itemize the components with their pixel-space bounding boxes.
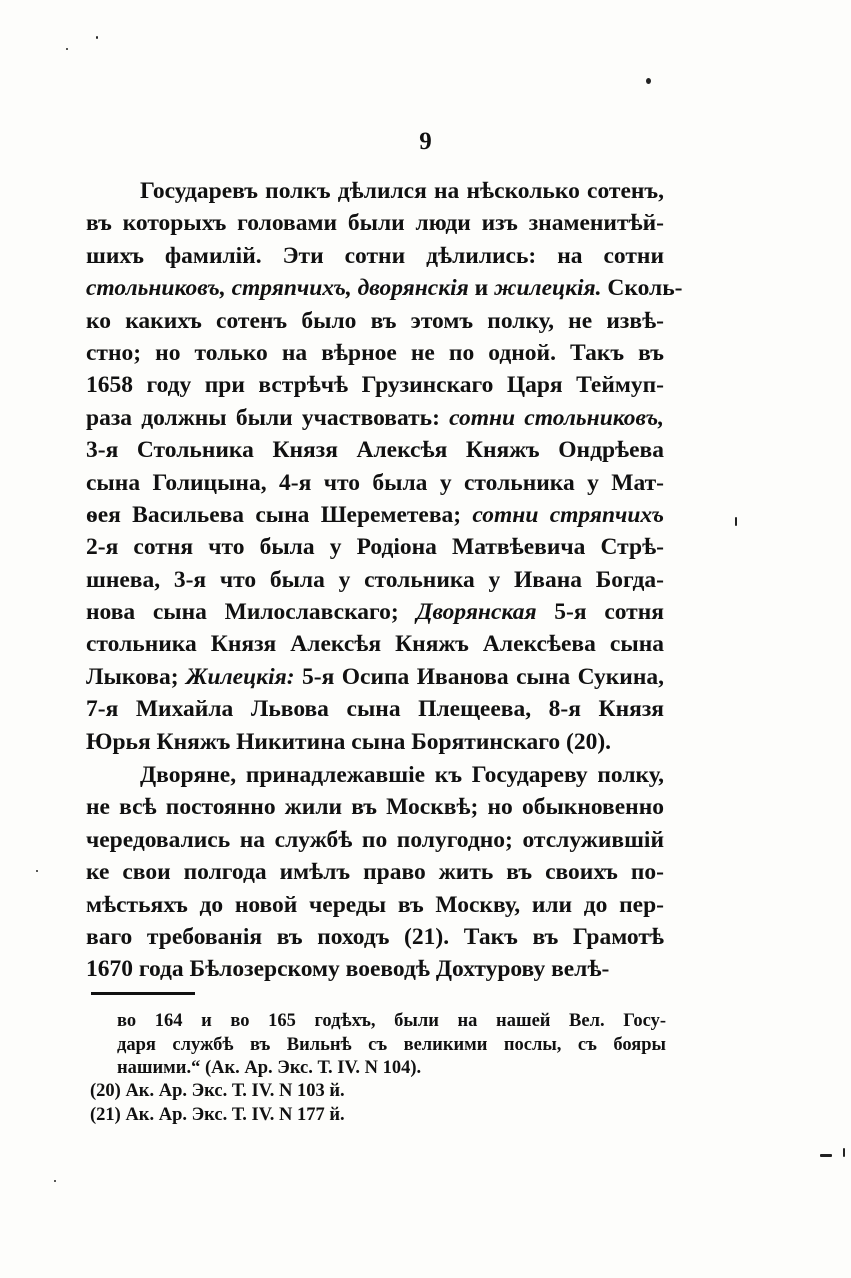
text-line (86, 759, 664, 791)
italic-text-run: жилецкія. (494, 275, 602, 302)
text-run: ко какихъ сотенъ было въ этомъ полку, не извѣ- (86, 307, 664, 334)
text-run: стольника Князя Алексѣя Княжъ Алексѣева сына (86, 631, 664, 658)
text-run: Дворяне, принадлежавшіе къ Государеву полку, (140, 762, 664, 788)
text-run: сына Голицына, 4-я что была у стольника у Мат- (86, 469, 664, 496)
text-run: нова сына Милославскаго; (86, 599, 417, 626)
text-run: ке свои полгода имѣлъ право жить въ своихъ по- (86, 859, 664, 886)
text-line (86, 889, 664, 921)
text-line (86, 434, 664, 466)
italic-text-run: стольниковъ, стряпчихъ, дворянскія (86, 275, 469, 302)
text-run: Лыкова; (86, 663, 186, 690)
italic-text-run: сотни стряпчихъ (472, 501, 664, 528)
text-run: 1670 года Бѣлозерскому воеводѣ Дохтурову велѣ- (86, 956, 610, 983)
text-run: 7-я Михайла Львова сына Плещеева, 8-я Князя (86, 696, 664, 723)
scan-speck (843, 1148, 845, 1157)
text-line (86, 824, 664, 856)
text-run: раза должны были участвовать: (86, 404, 450, 431)
text-line (86, 726, 664, 758)
footnote-line: во 164 и во 165 годѣхъ, были на нашей Вел. Госу- (117, 1011, 666, 1031)
scan-speck (96, 36, 98, 39)
text-run: 5-я сотня (536, 599, 664, 626)
text-run: ваго требованія въ походъ (21). Такъ въ Грамотѣ (86, 923, 664, 950)
footnote-20: (20) Ак. Ар. Экс. Т. IV. N 103 й. (90, 1081, 345, 1101)
footnote-line: нашими.“ (Ак. Ар. Экс. Т. IV. N 104). (117, 1058, 422, 1078)
footnote-line: даря службѣ въ Вильнѣ съ великими послы, съ бояры (117, 1034, 666, 1055)
text-run: стно; но только на вѣрное не по одной. Такъ въ (86, 339, 664, 366)
scan-speck (36, 870, 38, 872)
text-line (86, 628, 664, 660)
text-line (86, 564, 664, 596)
text-line (86, 531, 664, 563)
text-line (86, 207, 664, 239)
text-run: Государевъ полкъ дѣлился на нѣсколько сотенъ, (140, 178, 664, 204)
text-line (86, 369, 664, 401)
text-run: шнева, 3-я что была у стольника у Ивана Богда- (86, 566, 664, 593)
page-number: 9 (419, 128, 432, 155)
text-line (86, 661, 664, 693)
text-line (86, 402, 664, 434)
text-run: шихъ фамилій. Эти сотни дѣлились: на сотни (86, 242, 664, 269)
scan-speck (66, 48, 68, 50)
scan-speck (646, 78, 651, 84)
footnote-21: (21) Ак. Ар. Экс. Т. IV. N 177 й. (90, 1104, 345, 1125)
footnote-continuation (90, 1010, 666, 1081)
text-run: не всѣ постоянно жили въ Москвѣ; но обыкновенно (86, 794, 664, 821)
text-run: и (468, 275, 495, 302)
text-line (86, 467, 664, 499)
text-line (86, 921, 664, 953)
text-line (86, 856, 664, 888)
italic-text-run: Жилецкія: (185, 663, 295, 690)
text-line (86, 499, 664, 531)
italic-text-run: сотни стольниковъ, (449, 404, 665, 431)
text-run: 1658 году при встрѣчѣ Грузинскаго Царя Теймуп- (86, 372, 664, 399)
text-line (86, 693, 664, 725)
text-run: чередовались на службѣ по полугодно; отслужившій (86, 826, 664, 853)
text-run: Юрья Княжъ Никитина сына Борятинскаго (20). (86, 728, 612, 755)
text-run: въ которыхъ головами были люди изъ знаменитѣй- (86, 210, 664, 237)
scan-speck (820, 1154, 832, 1157)
text-run: ѳея Васильева сына Шереметева; (86, 501, 473, 528)
text-run: 2-я сотня что была у Родіона Матвѣевича Стрѣ- (86, 534, 664, 561)
text-line (86, 240, 664, 272)
text-line (86, 175, 664, 207)
text-run: 3-я Стольника Князя Алексѣя Княжъ Ондрѣева (86, 437, 664, 464)
text-run: 5-я Осипа Иванова сына Сукина, (294, 663, 664, 690)
paragraph-2 (86, 759, 664, 986)
text-line (86, 305, 664, 337)
text-line (86, 596, 664, 628)
italic-text-run: Дворянская (416, 599, 537, 626)
text-line (86, 953, 664, 985)
text-run: мѣстьяхъ до новой череды въ Москву, или до пер- (86, 891, 664, 918)
text-line (86, 791, 664, 823)
footnote-list (90, 1080, 666, 1127)
paragraph-1 (86, 175, 683, 758)
text-run: Сколь- (601, 275, 683, 302)
text-line (86, 272, 683, 304)
footnote-separator-rule (91, 992, 195, 995)
scan-speck (54, 1180, 56, 1182)
scan-speck (735, 517, 737, 526)
text-line (86, 337, 664, 369)
